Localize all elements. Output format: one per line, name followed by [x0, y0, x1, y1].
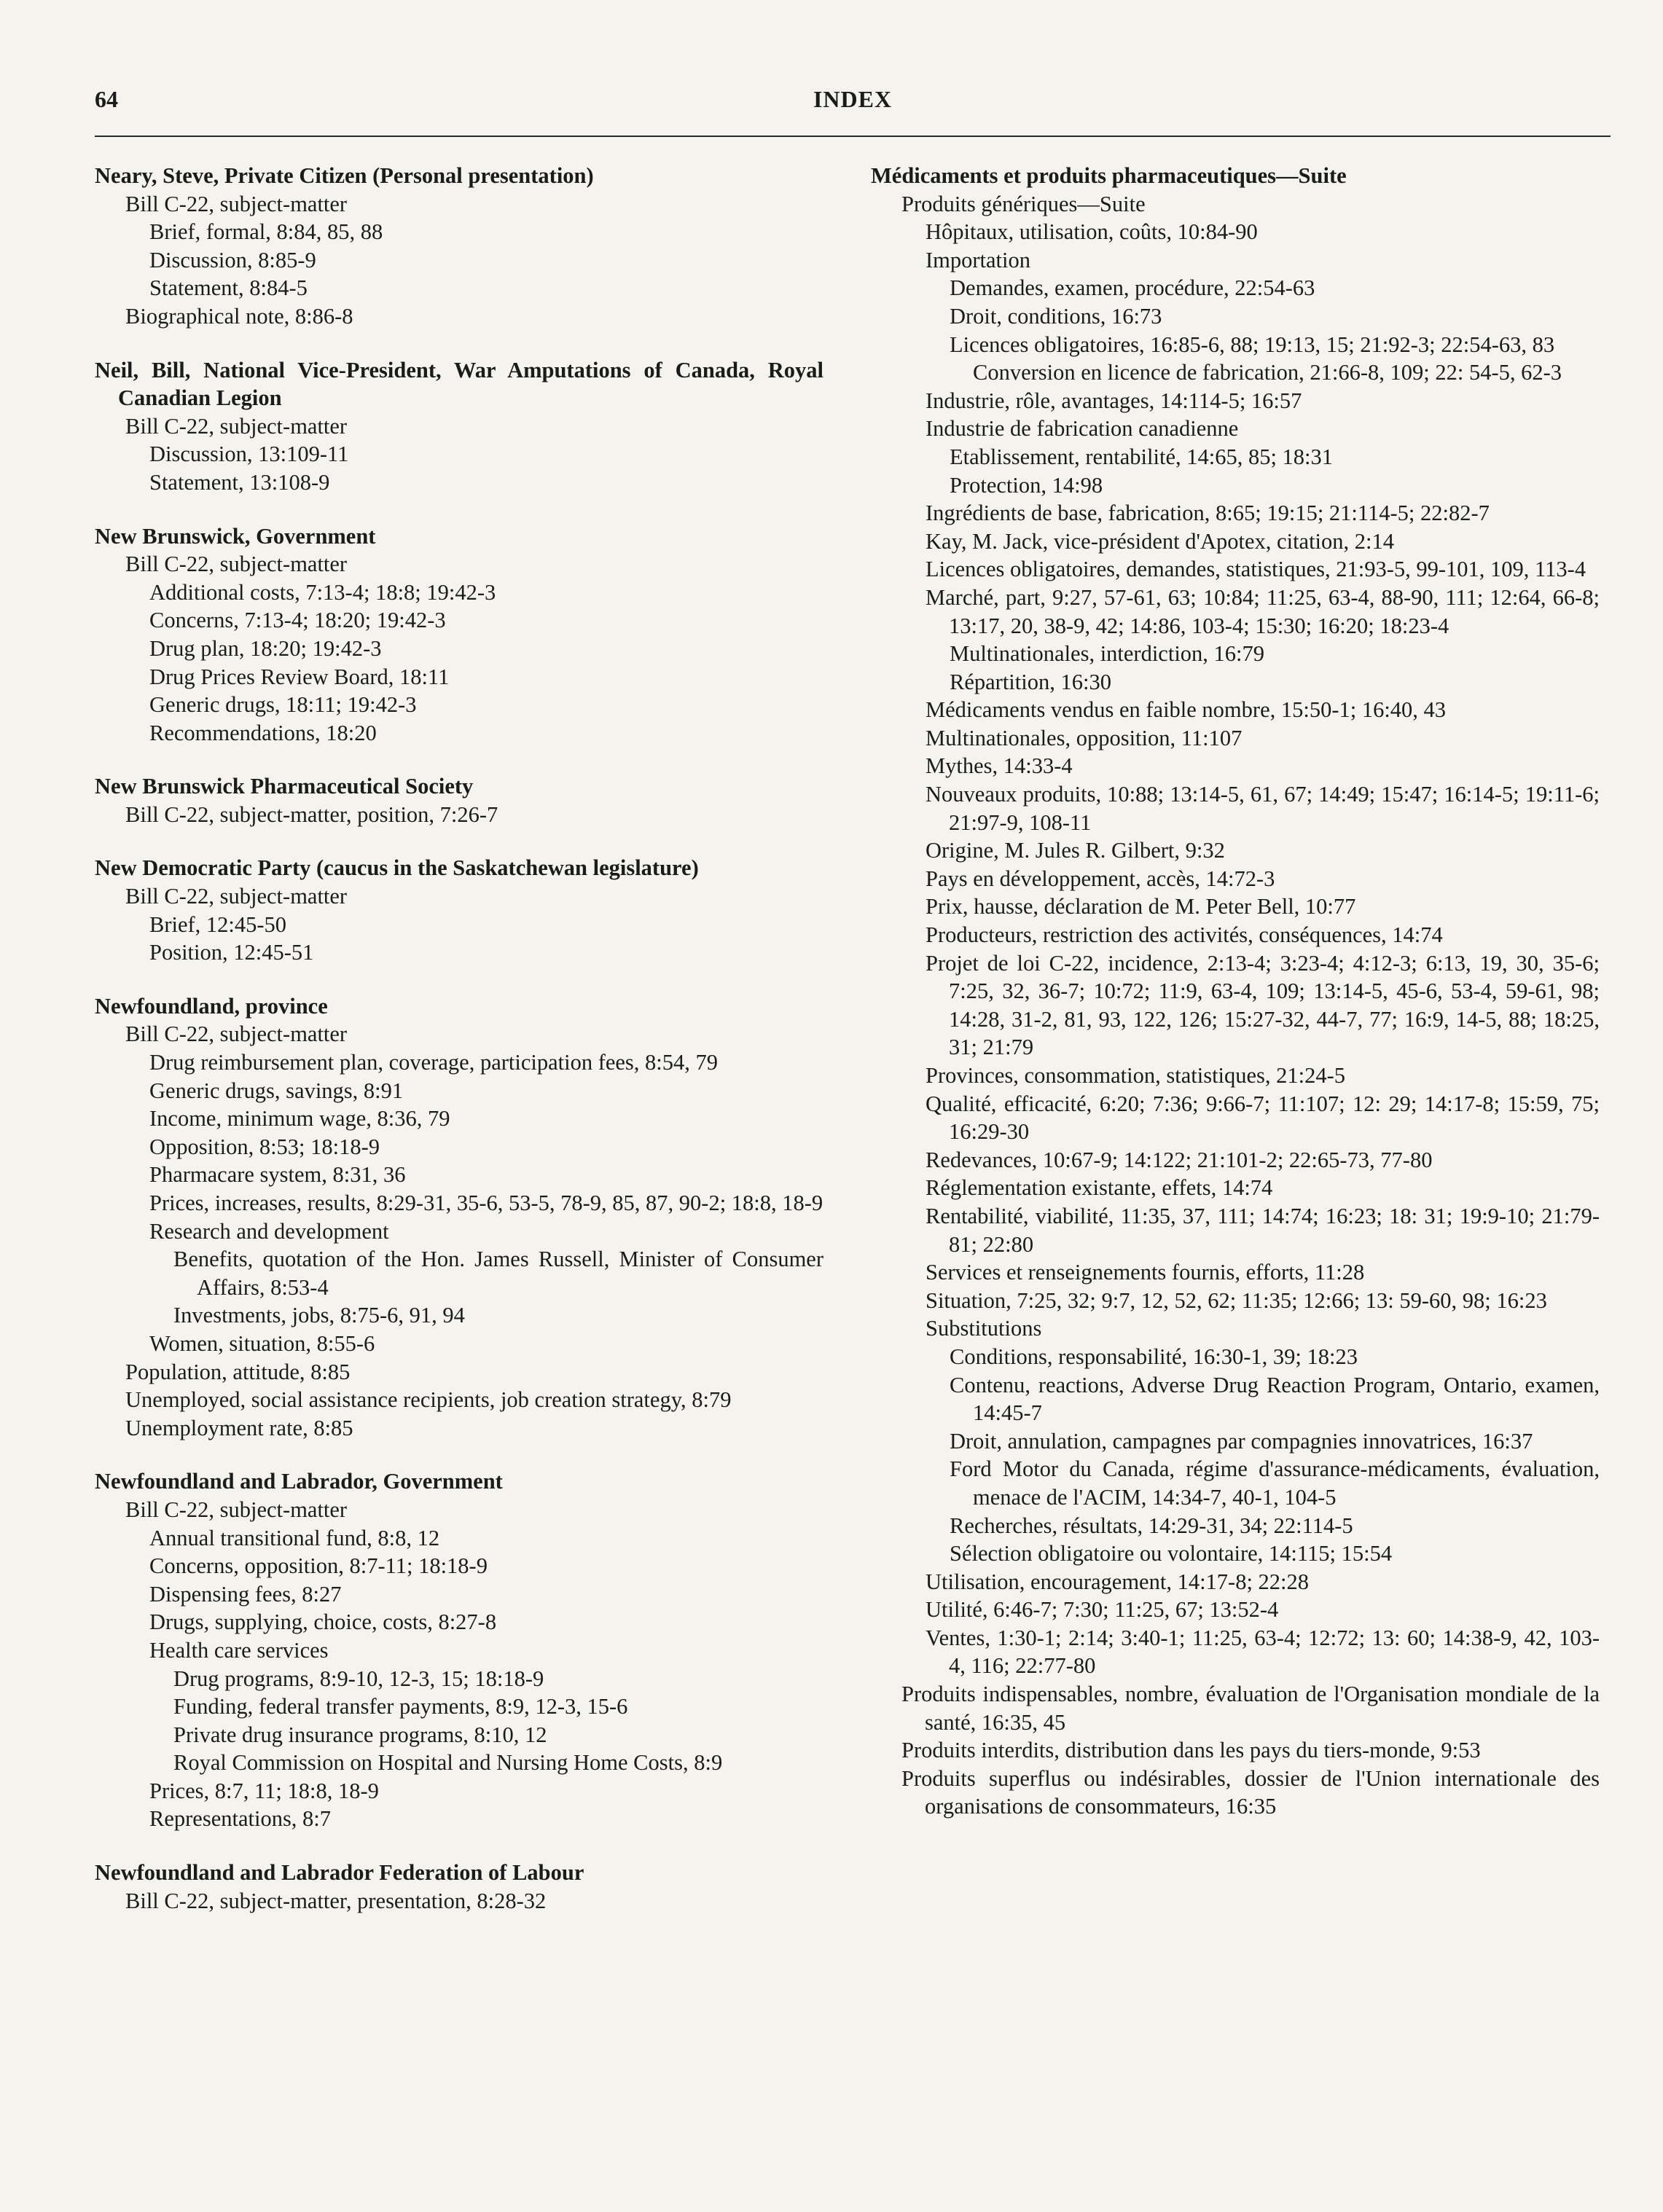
- index-entry: Unemployment rate, 8:85: [125, 1415, 353, 1440]
- index-entry: Drug plan, 18:20; 19:42-3: [149, 635, 382, 661]
- index-entry: Produits interdits, distribution dans les pays du tiers-monde, 9:53: [901, 1738, 1481, 1763]
- index-entry: Recherches, résultats, 14:29-31, 34; 22:114-5: [950, 1513, 1353, 1538]
- index-entry: Bill C-22, subject-matter: [125, 1021, 348, 1047]
- index-entry: Redevances, 10:67-9; 14:122; 21:101-2; 22:65-73, 77-80: [926, 1147, 1433, 1172]
- index-entry: Benefits, quotation of the Hon. James Russell, Minister of Consumer Affairs, 8:53-4: [173, 1247, 823, 1300]
- index-entry: Etablissement, rentabilité, 14:65, 85; 18:31: [950, 444, 1334, 469]
- index-entry: Bill C-22, subject-matter, position, 7:26-7: [125, 801, 498, 827]
- index-heading: Newfoundland and Labrador Federation of Labour: [95, 1860, 584, 1886]
- index-entry: Sélection obligatoire ou volontaire, 14:115; 15:54: [950, 1541, 1393, 1566]
- index-entry: Brief, formal, 8:84, 85, 88: [149, 219, 383, 245]
- index-entry: Médicaments vendus en faible nombre, 15:50-1; 16:40, 43: [926, 697, 1447, 723]
- index-entry: Ingrédients de base, fabrication, 8:65; 19:15; 21:114-5; 22:82-7: [926, 501, 1490, 526]
- index-entry: Pays en développement, accès, 14:72-3: [926, 866, 1275, 891]
- header-rule: [95, 136, 1611, 137]
- index-entry: Services et renseignements fournis, efforts, 11:28: [926, 1260, 1365, 1285]
- index-entry: Position, 12:45-51: [149, 940, 314, 965]
- index-entry: Hôpitaux, utilisation, coûts, 10:84-90: [926, 219, 1258, 245]
- index-entry: Royal Commission on Hospital and Nursing Home Costs, 8:9: [173, 1750, 723, 1776]
- index-entry: Representations, 8:7: [149, 1806, 332, 1832]
- index-entry: Substitutions: [926, 1316, 1042, 1341]
- index-column-left: [95, 162, 823, 1915]
- index-entry: Bill C-22, subject-matter: [125, 1497, 348, 1522]
- index-entry: Nouveaux produits, 10:88; 13:14-5, 61, 67; 14:49; 15:47; 16:14-5; 19:11-6; 21:97-9, 108-11: [926, 782, 1600, 835]
- index-entry: Statement, 8:84-5: [149, 275, 308, 301]
- index-entry: Kay, M. Jack, vice-président d'Apotex, citation, 2:14: [926, 528, 1395, 554]
- page-header: [95, 86, 1611, 130]
- index-entry: Bill C-22, subject-matter: [125, 552, 348, 577]
- index-heading: New Brunswick, Government: [95, 523, 376, 549]
- index-heading: Neary, Steve, Private Citizen (Personal presentation): [95, 163, 594, 188]
- index-entry: Origine, M. Jules R. Gilbert, 9:32: [926, 838, 1225, 863]
- index-entry: Pharmacare system, 8:31, 36: [149, 1162, 406, 1188]
- index-entry: Produits génériques—Suite: [901, 191, 1146, 216]
- index-entry: Utilité, 6:46-7; 7:30; 11:25, 67; 13:52-4: [926, 1597, 1279, 1623]
- index-entry: Annual transitional fund, 8:8, 12: [149, 1525, 440, 1550]
- index-entry: Produits indispensables, nombre, évaluation de l'Organisation mondiale de la santé, 16:35, 45: [901, 1682, 1600, 1735]
- index-entry: Producteurs, restriction des activités, conséquences, 14:74: [926, 922, 1443, 948]
- index-entry: Utilisation, encouragement, 14:17-8; 22:28: [926, 1569, 1310, 1594]
- index-entry: Drug reimbursement plan, coverage, participation fees, 8:54, 79: [149, 1050, 719, 1075]
- page-number: 64: [95, 86, 118, 112]
- index-entry: Situation, 7:25, 32; 9:7, 12, 52, 62; 11:35; 12:66; 13: 59-60, 98; 16:23: [926, 1287, 1547, 1313]
- index-heading: New Brunswick Pharmaceutical Society: [95, 774, 474, 799]
- index-entry: Demandes, examen, procédure, 22:54-63: [950, 275, 1315, 301]
- index-entry: Opposition, 8:53; 18:18-9: [149, 1134, 380, 1159]
- index-entry: Population, attitude, 8:85: [125, 1359, 351, 1384]
- index-entry: Dispensing fees, 8:27: [149, 1581, 342, 1607]
- index-entry: Industrie de fabrication canadienne: [926, 416, 1239, 442]
- index-entry: Conditions, responsabilité, 16:30-1, 39; 18:23: [950, 1344, 1358, 1369]
- index-entry: Licences obligatoires, demandes, statistiques, 21:93-5, 99-101, 109, 113-4: [926, 557, 1586, 582]
- index-entry: Concerns, 7:13-4; 18:20; 19:42-3: [149, 608, 446, 633]
- index-entry: Unemployed, social assistance recipients, job creation strategy, 8:79: [125, 1387, 732, 1413]
- index-column-right: [871, 162, 1600, 1821]
- index-entry: Private drug insurance programs, 8:10, 12: [173, 1722, 547, 1747]
- index-entry: Women, situation, 8:55-6: [149, 1330, 375, 1356]
- index-entry: Industrie, rôle, avantages, 14:114-5; 16:57: [926, 388, 1302, 413]
- index-entry: Additional costs, 7:13-4; 18:8; 19:42-3: [149, 579, 496, 605]
- index-entry: Generic drugs, 18:11; 19:42-3: [149, 692, 417, 718]
- index-entry: Multinationales, interdiction, 16:79: [950, 641, 1265, 667]
- index-entry: Brief, 12:45-50: [149, 911, 287, 937]
- index-entry: Drug Prices Review Board, 18:11: [149, 664, 450, 689]
- index-entry: Licences obligatoires, 16:85-6, 88; 19:13, 15; 21:92-3; 22:54-63, 83: [950, 332, 1555, 357]
- index-entry: Ford Motor du Canada, régime d'assurance-médicaments, évaluation, menace de l'ACIM, 14:34-7, 40-1, 104-5: [950, 1456, 1600, 1510]
- index-entry: Health care services: [149, 1637, 329, 1663]
- index-entry: Conversion en licence de fabrication, 21:66-8, 109; 22: 54-5, 62-3: [973, 360, 1562, 385]
- index-entry: Funding, federal transfer payments, 8:9, 12-3, 15-6: [173, 1694, 628, 1719]
- index-entry: Discussion, 13:109-11: [149, 442, 349, 467]
- index-entry: Bill C-22, subject-matter, presentation, 8:28-32: [125, 1888, 547, 1913]
- page-title: INDEX: [813, 86, 893, 112]
- index-entry: Importation: [926, 247, 1030, 272]
- index-entry: Bill C-22, subject-matter: [125, 413, 348, 439]
- index-entry: Statement, 13:108-9: [149, 469, 330, 495]
- index-entry: Projet de loi C-22, incidence, 2:13-4; 3:23-4; 4:12-3; 6:13, 19, 30, 35-6; 7:25, 32, 36-7; 10:72; 11:9, 63-4, 109; 13:14-5, 45-6, 53-4, 59-61, 98; 14:28, 31-2, 81, 93, 122, 126; 15:27-32, 44-7, 77; 16:9, 14-5, 88; 18:25, 31; 21:79: [926, 950, 1600, 1060]
- index-entry: Biographical note, 8:86-8: [125, 303, 353, 329]
- index-entry: Drug programs, 8:9-10, 12-3, 15; 18:18-9: [173, 1666, 544, 1691]
- index-heading: Newfoundland, province: [95, 993, 328, 1019]
- index-entry: Provinces, consommation, statistiques, 21:24-5: [926, 1063, 1346, 1088]
- index-heading: New Democratic Party (caucus in the Saskatchewan legislature): [95, 855, 699, 881]
- index-entry: Droit, conditions, 16:73: [950, 303, 1162, 329]
- index-entry: Ventes, 1:30-1; 2:14; 3:40-1; 11:25, 63-4; 12:72; 13: 60; 14:38-9, 42, 103-4, 116; 22:77-80: [926, 1625, 1600, 1679]
- index-entry: Droit, annulation, campagnes par compagnies innovatrices, 16:37: [950, 1428, 1533, 1454]
- index-entry: Discussion, 8:85-9: [149, 247, 316, 272]
- index-entry: Marché, part, 9:27, 57-61, 63; 10:84; 11:25, 63-4, 88-90, 111; 12:64, 66-8; 13:17, 20, 38-9, 42; 14:86, 103-4; 15:30; 16:20; 18:23-4: [926, 584, 1600, 638]
- index-entry: Mythes, 14:33-4: [926, 753, 1073, 779]
- index-entry: Income, minimum wage, 8:36, 79: [149, 1106, 450, 1132]
- index-entry: Produits superflus ou indésirables, dossier de l'Union internationale des organisations de consommateurs, 16:35: [901, 1765, 1600, 1819]
- index-entry: Prices, 8:7, 11; 18:8, 18-9: [149, 1778, 379, 1803]
- index-entry: Réglementation existante, effets, 14:74: [926, 1175, 1273, 1201]
- index-entry: Bill C-22, subject-matter: [125, 884, 348, 909]
- index-entry: Contenu, reactions, Adverse Drug Reaction Program, Ontario, examen, 14:45-7: [950, 1372, 1600, 1426]
- index-heading: Newfoundland and Labrador, Government: [95, 1469, 503, 1494]
- index-entry: Prices, increases, results, 8:29-31, 35-6, 53-5, 78-9, 85, 87, 90-2; 18:8, 18-9: [149, 1191, 823, 1215]
- index-entry: Rentabilité, viabilité, 11:35, 37, 111; 14:74; 16:23; 18: 31; 19:9-10; 21:79-81; 22:80: [926, 1203, 1600, 1257]
- index-heading: Neil, Bill, National Vice-President, War Amputations of Canada, Royal Canadian Legion: [95, 357, 823, 411]
- index-entry: Protection, 14:98: [950, 472, 1103, 498]
- index-entry: Qualité, efficacité, 6:20; 7:36; 9:66-7; 11:107; 12: 29; 14:17-8; 15:59, 75; 16:29-30: [926, 1091, 1600, 1145]
- index-heading: Médicaments et produits pharmaceutiques—Suite: [871, 163, 1347, 188]
- index-entry: Generic drugs, savings, 8:91: [149, 1078, 404, 1103]
- index-entry: Recommendations, 18:20: [149, 720, 377, 745]
- index-entry: Investments, jobs, 8:75-6, 91, 94: [173, 1303, 465, 1328]
- index-entry: Concerns, opposition, 8:7-11; 18:18-9: [149, 1553, 488, 1579]
- index-entry: Multinationales, opposition, 11:107: [926, 725, 1243, 750]
- index-entry: Bill C-22, subject-matter: [125, 191, 348, 216]
- index-entry: Répartition, 16:30: [950, 669, 1111, 694]
- index-entry: Drugs, supplying, choice, costs, 8:27-8: [149, 1609, 497, 1635]
- index-entry: Prix, hausse, déclaration de M. Peter Bell, 10:77: [926, 894, 1356, 919]
- index-entry: Research and development: [149, 1218, 389, 1244]
